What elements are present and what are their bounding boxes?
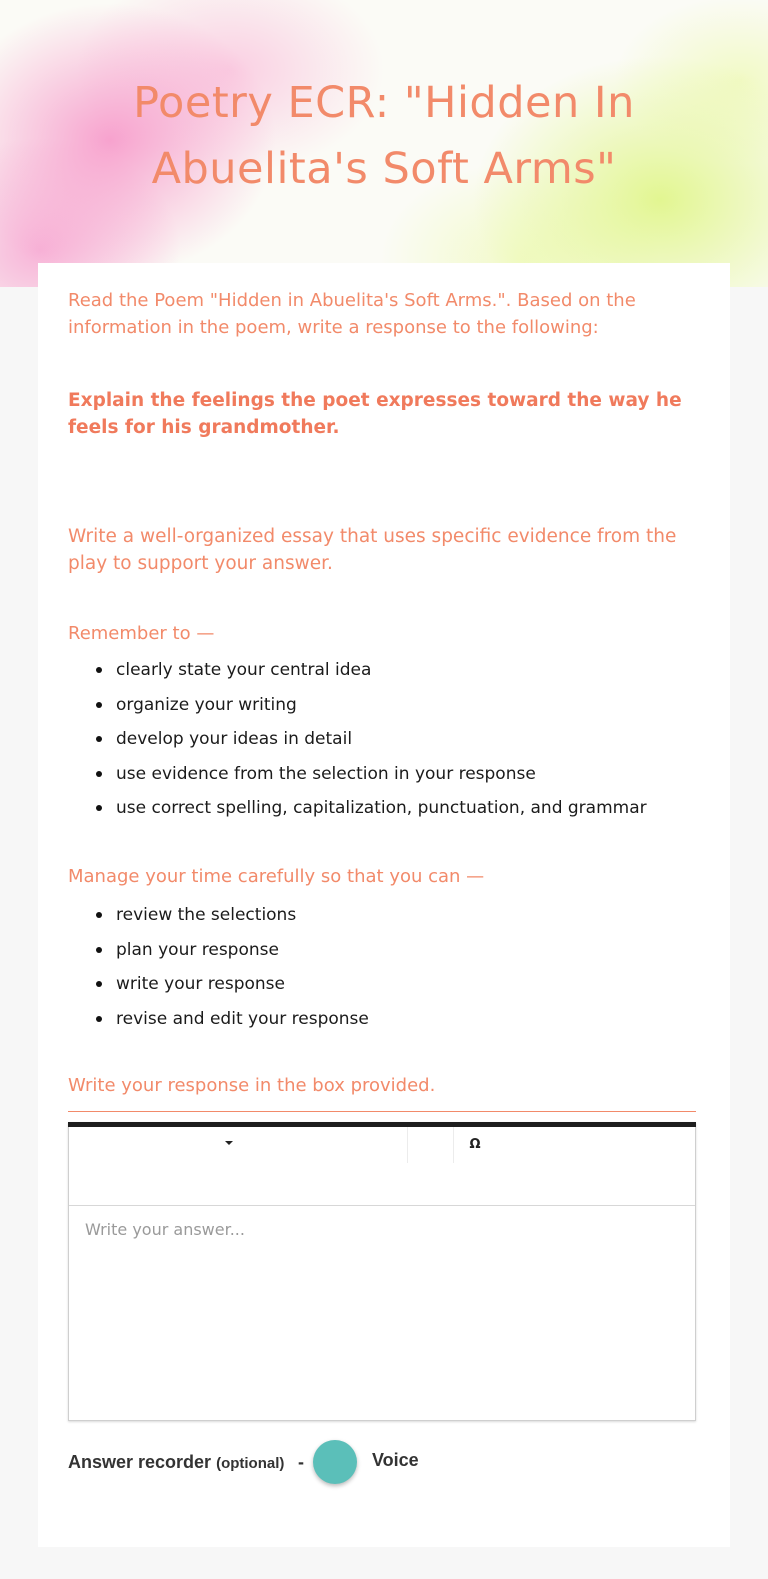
format-dropdown[interactable] (69, 1127, 407, 1163)
intro-text: Read the Poem "Hidden in Abuelita's Soft Arms.". Based on the information in the poem, write a response to the following: (68, 290, 636, 338)
manage-time-list (68, 898, 748, 1036)
list-item (116, 898, 748, 933)
list-item (116, 757, 748, 792)
answer-recorder (68, 1438, 700, 1488)
recorder-optional-text: (optional) (216, 1455, 285, 1472)
voice-label: Voice (372, 1450, 419, 1470)
question-text: Explain the feelings the poet expresses toward the way he feels for his grandmother. (68, 390, 682, 438)
list-item-text: organize your writing (116, 694, 297, 715)
editor-toolbar (69, 1127, 695, 1206)
list-item-text: write your response (116, 974, 285, 994)
list-item (116, 1002, 748, 1037)
list-item-text: use correct spelling, capitalization, punctuation, and grammar (116, 798, 647, 818)
worksheet-card (38, 263, 730, 1547)
list-item (116, 688, 748, 723)
special-character-button[interactable]: Ω (469, 1137, 481, 1152)
bullet-dot (96, 912, 102, 918)
list-item-text: use evidence from the selection in your response (116, 763, 536, 784)
voice-record-button[interactable] (313, 1440, 357, 1484)
divider (68, 1111, 696, 1112)
bullet-dot (96, 1016, 102, 1022)
recorder-label-text: Answer recorder (68, 1452, 212, 1472)
manage-time-heading: Manage your time carefully so that you can — (68, 866, 485, 887)
remember-list (68, 653, 748, 826)
bullet-dot (96, 947, 102, 953)
recorder-label (68, 1452, 284, 1473)
list-item-text: clearly state your central idea (116, 660, 372, 680)
list-item-text: revise and edit your response (116, 1008, 369, 1029)
bullet-dot (96, 667, 102, 673)
bullet-dot (96, 981, 102, 987)
toolbar-button[interactable] (408, 1127, 453, 1163)
list-item-text: develop your ideas in detail (116, 729, 353, 749)
chevron-down-icon (225, 1141, 233, 1145)
page-title: Poetry ECR: "Hidden In Abuelita's Soft Arms" (133, 78, 635, 194)
list-item (116, 967, 748, 1002)
answer-input[interactable] (69, 1206, 695, 1419)
list-item-text: plan your response (116, 939, 279, 960)
bullet-dot (96, 702, 102, 708)
rich-text-editor (68, 1122, 696, 1421)
list-item (116, 653, 748, 688)
bullet-dot (96, 805, 102, 811)
response-prompt: Write your response in the box provided. (68, 1075, 436, 1096)
list-item (116, 791, 748, 826)
list-item (116, 933, 748, 968)
bullet-dot (96, 771, 102, 777)
list-item (116, 722, 748, 757)
essay-prompt: Write a well-organized essay that uses specific evidence from the play to support your answer. (68, 526, 677, 574)
recorder-dash: - (298, 1452, 304, 1472)
list-item-text: review the selections (116, 905, 297, 925)
bullet-dot (96, 736, 102, 742)
remember-heading: Remember to — (68, 623, 215, 644)
